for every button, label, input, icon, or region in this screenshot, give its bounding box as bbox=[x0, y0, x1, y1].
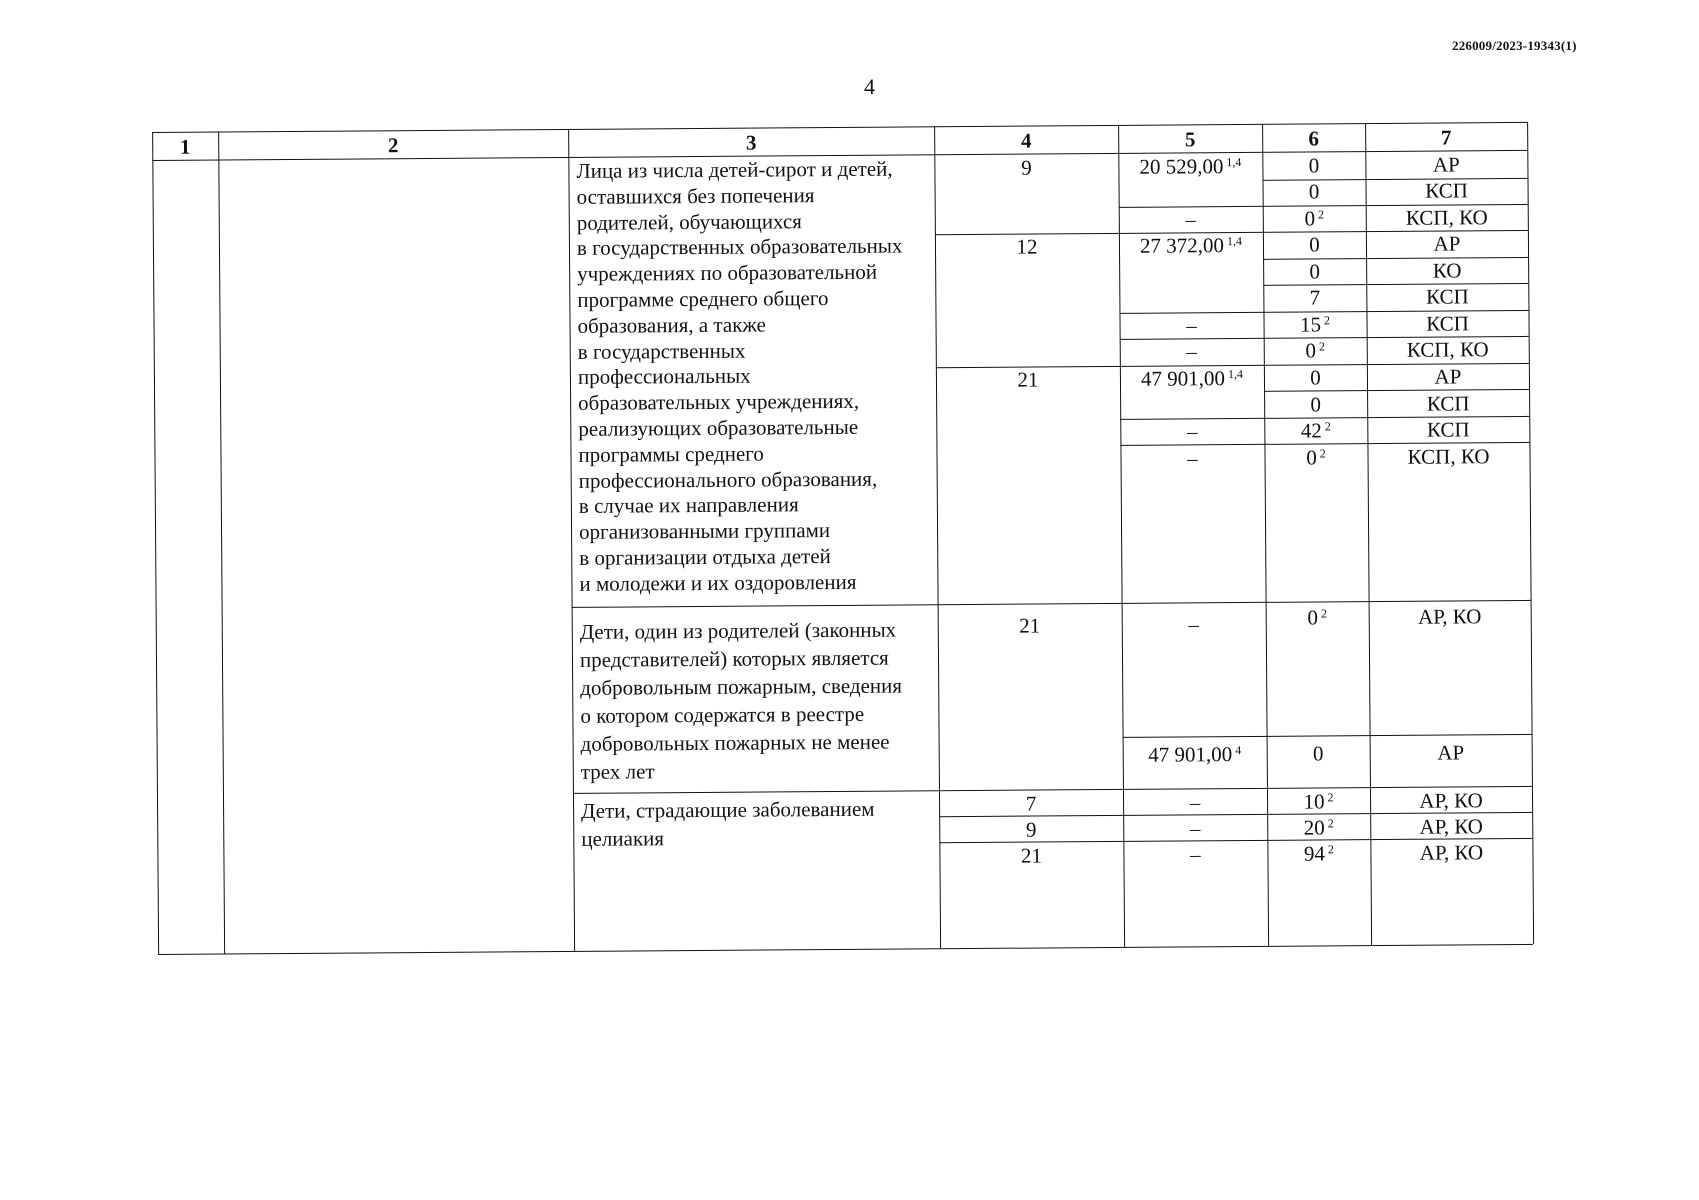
row-separator bbox=[1123, 734, 1532, 738]
cost-cell: – bbox=[1189, 816, 1201, 841]
column-header-1: 1 bbox=[179, 134, 191, 159]
source-cell: КСП, КО bbox=[1406, 337, 1489, 362]
days-cell: 21 bbox=[1019, 613, 1041, 638]
source-cell: АР, КО bbox=[1419, 788, 1483, 813]
cost-cell: – bbox=[1189, 790, 1201, 815]
document-number: 226009/2023-19343(1) bbox=[1452, 38, 1577, 53]
count-cell: 7 bbox=[1309, 285, 1321, 310]
category-label: Дети, страдающие заболеванием целиакия bbox=[581, 796, 875, 851]
cost-cell: – bbox=[1187, 446, 1198, 471]
source-cell: КСП bbox=[1426, 417, 1470, 442]
cost-cell: 27 372,00 $^{1,4}$ bbox=[1139, 233, 1242, 258]
source-cell: АР bbox=[1432, 152, 1460, 177]
source-cell: АР, КО bbox=[1419, 840, 1484, 865]
source-cell: КСП, КО bbox=[1405, 205, 1488, 230]
column-divider bbox=[218, 132, 225, 954]
count-cell: 0 $^2$ bbox=[1307, 605, 1327, 630]
cost-cell: – bbox=[1186, 313, 1197, 338]
count-cell: 20 $^2$ bbox=[1303, 815, 1334, 840]
source-cell: АР bbox=[1433, 231, 1461, 256]
category-label: Лица из числа детей-сирот и детей, оставшихся без попечения родителей, обучающихся в государственных образовательных учреждениях по образовательной программе среднего общего образования, а также в государственных профессиональных образовательных учреждениях, реализующих образовательные программы среднего профессионального образования, в случае их направления организованными группами в организации отдыха детей и молодежи и их оздоровления bbox=[576, 156, 903, 596]
days-cell: 9 bbox=[1025, 817, 1037, 842]
count-cell: 0 $^2$ bbox=[1306, 445, 1326, 470]
count-cell: 0 bbox=[1309, 259, 1321, 284]
count-cell: 0 $^2$ bbox=[1305, 338, 1326, 363]
source-cell: КСП, КО bbox=[1407, 444, 1490, 469]
source-cell: АР bbox=[1434, 364, 1462, 389]
column-header-2: 2 bbox=[387, 133, 399, 158]
days-cell: 9 bbox=[1021, 155, 1032, 180]
source-cell: КСП bbox=[1425, 178, 1468, 203]
source-cell: КСП bbox=[1426, 311, 1469, 336]
column-header-6: 6 bbox=[1308, 126, 1320, 151]
row-separator bbox=[1264, 389, 1529, 392]
days-cell: 21 bbox=[1020, 843, 1043, 868]
cost-cell: – bbox=[1190, 842, 1201, 867]
source-cell: АР, КО bbox=[1419, 814, 1484, 839]
cost-cell: – bbox=[1187, 419, 1198, 444]
count-cell: 42 $^2$ bbox=[1300, 418, 1331, 443]
days-cell: 21 bbox=[1017, 367, 1039, 392]
count-cell: 10 $^2$ bbox=[1303, 789, 1334, 814]
cost-cell: – bbox=[1186, 339, 1198, 364]
source-cell: КСП bbox=[1425, 284, 1469, 309]
allocation-table bbox=[152, 105, 1664, 1034]
count-cell: 94 $^2$ bbox=[1303, 841, 1334, 866]
cost-cell: 47 901,00 $^4$ bbox=[1148, 742, 1242, 767]
days-cell: 12 bbox=[1016, 234, 1038, 259]
column-header-7: 7 bbox=[1440, 125, 1452, 150]
cost-cell: – bbox=[1185, 207, 1197, 232]
days-cell: 7 bbox=[1025, 791, 1037, 816]
source-cell: КСП bbox=[1426, 391, 1470, 416]
column-divider bbox=[568, 129, 575, 951]
count-cell: 0 bbox=[1309, 232, 1320, 257]
column-header-5: 5 bbox=[1184, 127, 1196, 152]
page-number: 4 bbox=[864, 74, 875, 99]
source-cell: АР, КО bbox=[1417, 604, 1482, 629]
column-divider bbox=[152, 132, 159, 954]
column-header-3: 3 bbox=[745, 130, 757, 155]
count-cell: 0 bbox=[1308, 153, 1320, 178]
column-header-4: 4 bbox=[1020, 128, 1032, 153]
count-cell: 0 bbox=[1310, 365, 1321, 390]
source-cell: АР bbox=[1437, 740, 1465, 765]
count-cell: 0 $^2$ bbox=[1304, 206, 1325, 231]
count-cell: 0 bbox=[1310, 392, 1321, 417]
source-cell: КО bbox=[1432, 258, 1462, 283]
table-bottom-border bbox=[158, 944, 1533, 955]
cost-cell: – bbox=[1188, 612, 1200, 637]
count-cell: 0 bbox=[1308, 179, 1320, 204]
category-label: Дети, один из родителей (законных представителей) которых является добровольным пожарным, сведения о котором содержатся в реестре добровольных пожарных не менее трех лет bbox=[579, 617, 903, 784]
cost-cell: 47 901,00 $^{1,4}$ bbox=[1140, 366, 1243, 391]
count-cell: 0 bbox=[1312, 741, 1324, 766]
count-cell: 15 $^2$ bbox=[1299, 312, 1331, 337]
cost-cell: 20 529,00 $^{1,4}$ bbox=[1139, 154, 1242, 179]
